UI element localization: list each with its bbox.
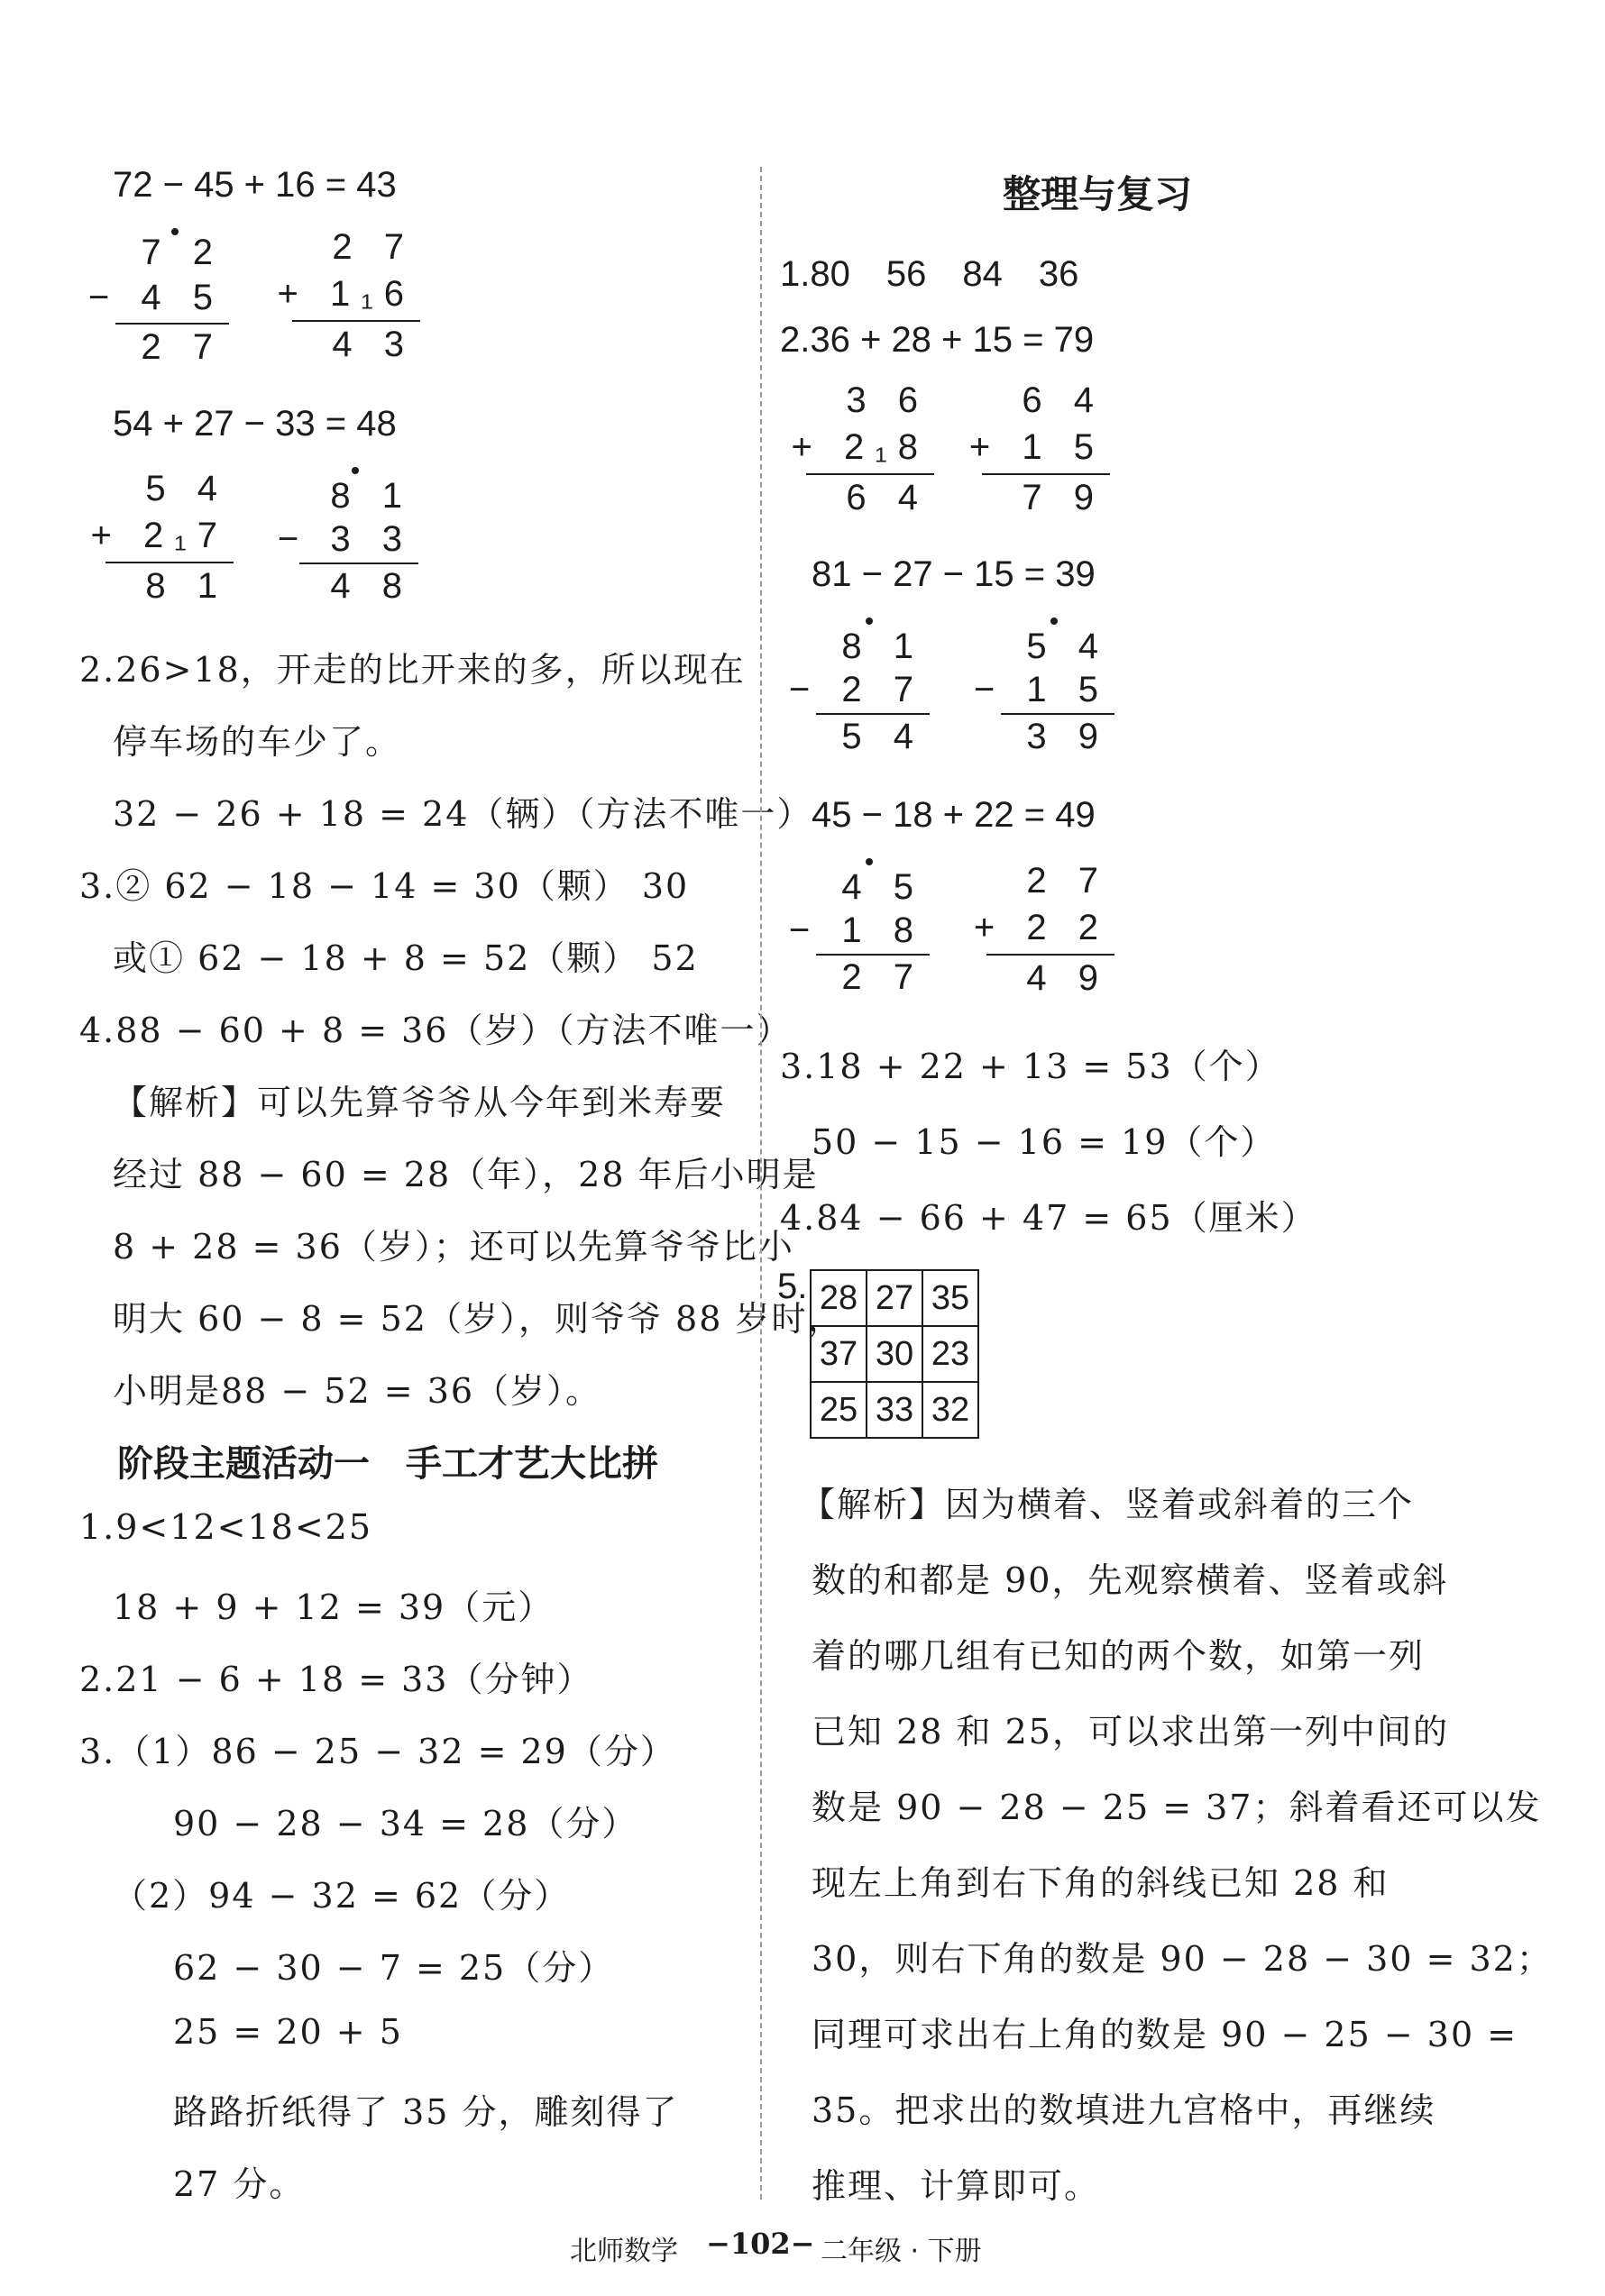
- calc-row: 6 4: [1022, 380, 1105, 420]
- answer-line: （2）94 − 32 = 62（分）: [113, 1876, 571, 1916]
- calc-row: 4 5: [841, 867, 924, 907]
- grid-cell: 28: [811, 1270, 867, 1326]
- grid-cell: 27: [867, 1270, 922, 1326]
- vertical-calc: [973, 627, 1109, 762]
- calc-row: 2 7: [141, 327, 224, 367]
- analysis-line: 数的和都是 90，先观察横着、竖着或斜: [812, 1560, 1449, 1600]
- analysis-line: 明大 60 − 8 = 52（岁），则爷爷 88 岁时，: [113, 1299, 844, 1339]
- analysis-line: 35。把求出的数填进九宫格中，再继续: [812, 2090, 1436, 2130]
- calc-line: [986, 954, 1114, 956]
- section-title: 阶段主题活动一 手工才艺大比拼: [117, 1443, 658, 1485]
- calc-row: 4 3: [332, 325, 415, 364]
- grid-cell: 37: [811, 1326, 867, 1382]
- analysis-line: 8 + 28 = 36（岁）；还可以先算爷爷比小: [113, 1227, 794, 1267]
- page-number: −102−: [706, 2227, 815, 2261]
- vertical-calc: [968, 380, 1105, 517]
- calc-row: 5 4: [841, 717, 924, 756]
- footer-book-title: 北师数学: [570, 2236, 678, 2267]
- answer-line: 4.88 − 60 + 8 = 36（岁）（方法不唯一）: [79, 1011, 793, 1050]
- grid-cell: 30: [867, 1326, 922, 1382]
- vertical-calc: [973, 861, 1109, 998]
- answer-line: 32 − 26 + 18 = 24（辆）（方法不唯一）: [113, 794, 813, 834]
- calc-row: + 2 2: [973, 908, 1109, 947]
- answer-line: 4.84 − 66 + 47 = 65（厘米）: [780, 1198, 1317, 1238]
- calc-row: 6 4: [846, 478, 929, 517]
- equation-line: 72 − 45 + 16 = 43: [113, 165, 397, 205]
- grid-cell: 32: [922, 1382, 978, 1438]
- calc-row: 5 4: [145, 469, 228, 508]
- answer-line: 1.80 56 84 36: [780, 254, 1079, 294]
- vertical-calc: [788, 627, 924, 762]
- calc-row: − 2 7: [788, 670, 924, 709]
- question-label: 5.: [777, 1267, 808, 1306]
- calc-row: 8 1: [330, 476, 413, 516]
- calc-line: [816, 954, 930, 956]
- analysis-line: 30，则右下角的数是 90 − 28 − 30 = 32；: [812, 1939, 1553, 1979]
- answer-line: 3.（1）86 − 25 − 32 = 29（分）: [79, 1732, 676, 1771]
- answer-line: 或① 62 − 18 + 8 = 52（颗） 52: [113, 938, 699, 978]
- calc-row: 8 1: [145, 566, 228, 606]
- calc-row: + 2₁7: [90, 516, 228, 555]
- calc-line: [115, 323, 229, 325]
- analysis-line: 经过 88 − 60 = 28（年），28 年后小明是: [113, 1155, 819, 1194]
- vertical-calc: [791, 380, 929, 517]
- footer-grade: 二年级 · 下册: [821, 2236, 982, 2267]
- grid-cell: 33: [867, 1382, 922, 1438]
- analysis-line: 已知 28 和 25，可以求出第一列中间的: [812, 1712, 1449, 1752]
- calc-row: 5 4: [1026, 627, 1109, 666]
- answer-line: 3.18 + 22 + 13 = 53（个）: [780, 1047, 1281, 1086]
- calc-line: [806, 473, 934, 475]
- analysis-line: 同理可求出右上角的数是 90 − 25 − 30 =: [812, 2015, 1518, 2054]
- grid-cell: 23: [922, 1326, 978, 1382]
- answer-line: 路路折纸得了 35 分，雕刻得了: [173, 2092, 679, 2132]
- calc-row: 7 9: [1022, 478, 1105, 517]
- analysis-line: 着的哪几组有已知的两个数，如第一列: [812, 1636, 1426, 1676]
- answer-line: 2.36 + 28 + 15 = 79: [780, 320, 1095, 360]
- column-divider: [760, 167, 762, 2200]
- vertical-calc: [788, 867, 924, 1002]
- calc-row: 4 8: [330, 566, 413, 606]
- answer-line: 停车场的车少了。: [113, 722, 402, 762]
- analysis-line: 现左上角到右下角的斜线已知 28 和: [812, 1863, 1389, 1903]
- equation-line: 54 + 27 − 33 = 48: [113, 404, 397, 444]
- calc-row: + 1₁6: [277, 274, 415, 314]
- calc-row: − 4 5: [87, 278, 224, 317]
- calc-row: 7 2: [141, 233, 224, 272]
- calc-row: 2 7: [1026, 861, 1109, 901]
- answer-line: 2.26>18，开走的比开来的多，所以现在: [79, 650, 746, 690]
- answer-line: 18 + 9 + 12 = 39（元）: [113, 1587, 555, 1627]
- calc-row: + 2₁8: [791, 427, 929, 467]
- calc-row: 3 9: [1026, 717, 1109, 756]
- vertical-calc: [277, 227, 415, 364]
- calc-line: [982, 473, 1110, 475]
- vertical-calc: [90, 469, 228, 606]
- calc-row: 2 7: [841, 957, 924, 997]
- answer-line: 90 − 28 − 34 = 28（分）: [173, 1804, 638, 1843]
- answer-line: 1.9<12<18<25: [79, 1507, 373, 1547]
- answer-line: 62 − 30 − 7 = 25（分）: [173, 1948, 615, 1988]
- analysis-line: 推理、计算即可。: [812, 2166, 1101, 2206]
- analysis-line: 【解析】因为横着、竖着或斜着的三个: [801, 1485, 1415, 1524]
- calc-row: − 1 8: [788, 910, 924, 950]
- calc-row: − 1 5: [973, 670, 1109, 709]
- calc-line: [1001, 713, 1114, 715]
- calc-line: [292, 320, 420, 322]
- equation-line: 45 − 18 + 22 = 49: [812, 795, 1096, 835]
- answer-line: 50 − 15 − 16 = 19（个）: [812, 1122, 1277, 1162]
- calc-row: − 3 3: [277, 519, 413, 559]
- magic-square: [810, 1269, 979, 1439]
- answer-line: 3.② 62 − 18 − 14 = 30（颗） 30: [79, 866, 690, 906]
- calc-row: 3 6: [846, 380, 929, 420]
- calc-row: 8 1: [841, 627, 924, 666]
- analysis-line: 小明是88 − 52 = 36（岁）。: [113, 1371, 602, 1411]
- calc-row: 2 7: [332, 227, 415, 267]
- answer-line: 25 = 20 + 5: [173, 2012, 403, 2052]
- borrow-dot: [352, 467, 359, 474]
- vertical-calc: [277, 476, 413, 611]
- vertical-calc: [87, 233, 224, 368]
- answer-line: 27 分。: [173, 2164, 306, 2204]
- calc-line: [816, 713, 930, 715]
- calc-line: [299, 563, 418, 564]
- calc-row: 4 9: [1026, 958, 1109, 998]
- analysis-line: 【解析】可以先算爷爷从今年到米寿要: [113, 1083, 727, 1122]
- grid-cell: 25: [811, 1382, 867, 1438]
- borrow-dot: [866, 858, 873, 865]
- borrow-dot: [866, 617, 873, 625]
- grid-cell: 35: [922, 1270, 978, 1326]
- calc-line: [105, 562, 234, 563]
- section-title: 整理与复习: [1003, 172, 1193, 216]
- answer-line: 2.21 − 6 + 18 = 33（分钟）: [79, 1660, 593, 1699]
- borrow-dot: [1050, 617, 1058, 625]
- calc-row: + 1 5: [968, 427, 1105, 467]
- equation-line: 81 − 27 − 15 = 39: [812, 554, 1096, 594]
- analysis-line: 数是 90 − 28 − 25 = 37；斜着看还可以发: [812, 1788, 1542, 1827]
